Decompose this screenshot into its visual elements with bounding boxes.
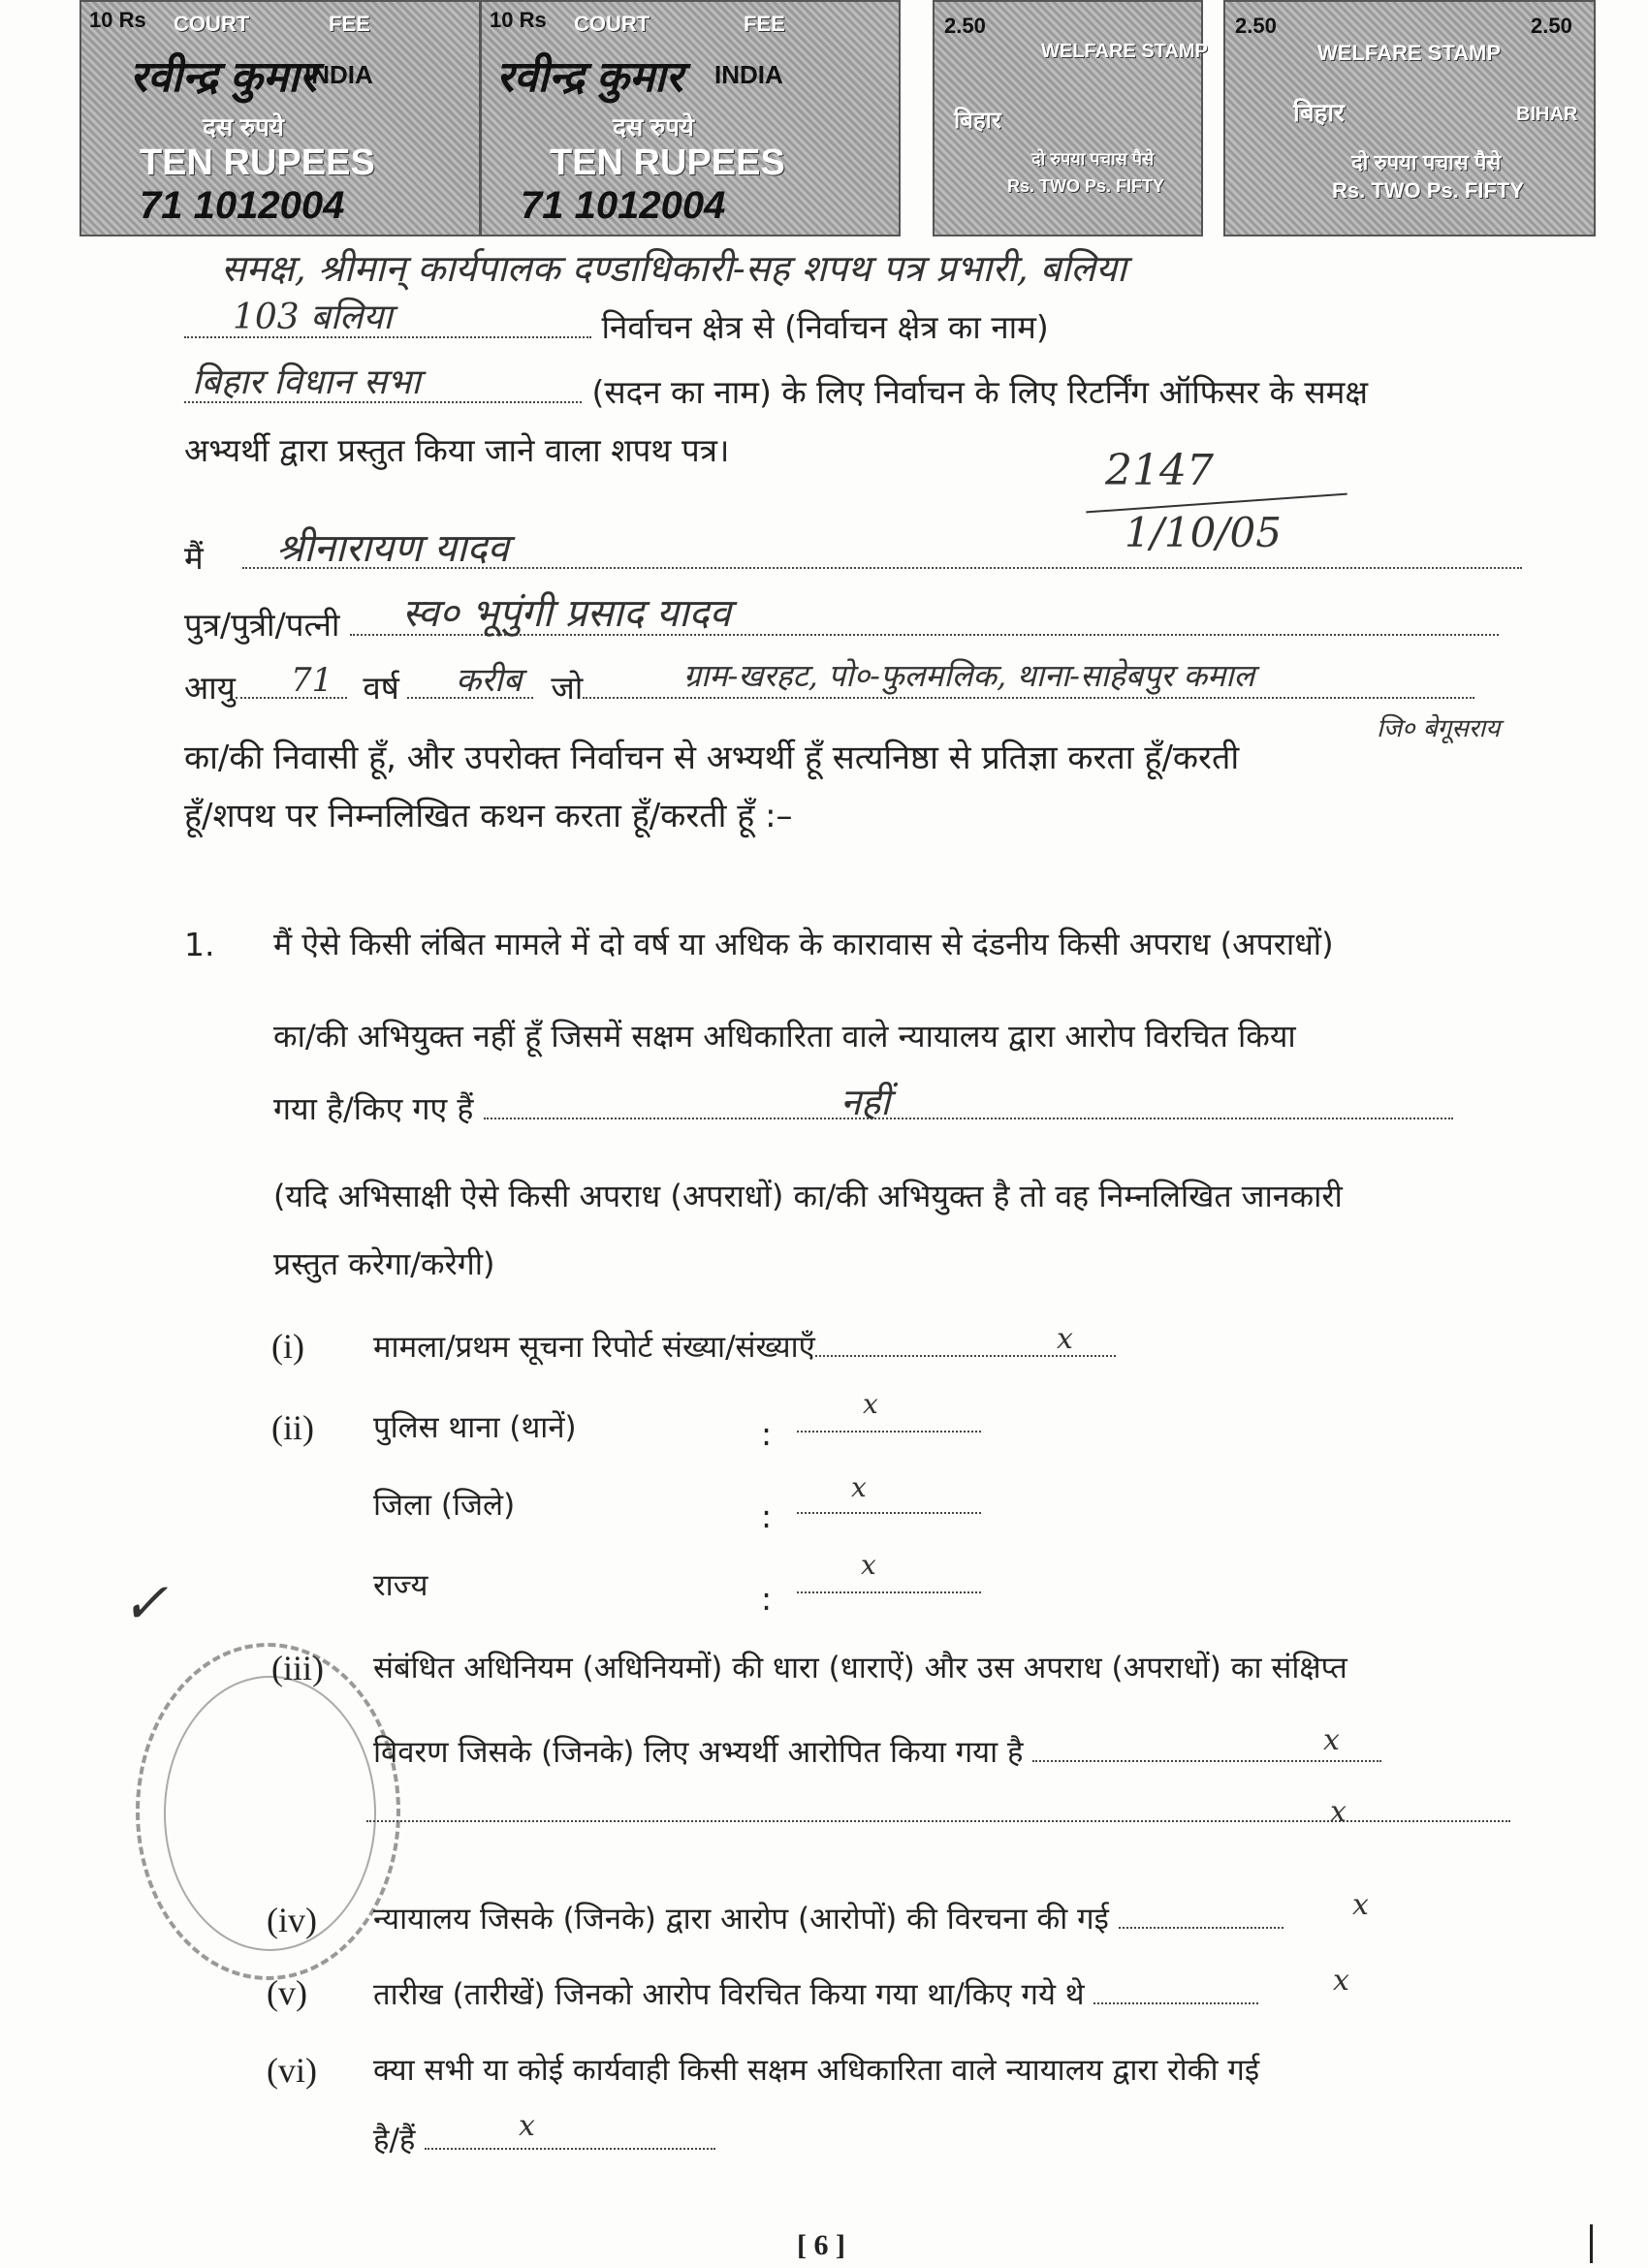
welfare-stamp-2: 2.50 2.50 WELFARE STAMP बिहार BIHAR दो रुपया पचास पैसे Rs. TWO Ps. FIFTY bbox=[1223, 0, 1596, 236]
approx-handwritten: करीब bbox=[456, 661, 523, 700]
intro-line-2: अभ्यर्थी द्वारा प्रस्तुत किया जाने वाला शपथ पत्र। bbox=[184, 431, 730, 469]
sub-iii-line1: संबंधित अधिनियम (अधिनियमों) की धारा (धाराऐं) और उस अपराध (अपराधों) का संक्षिप्त bbox=[373, 1651, 1347, 1685]
state-label: राज्य bbox=[373, 1568, 428, 1603]
constituency-handwritten: 103 बलिया bbox=[233, 298, 393, 337]
age-row bbox=[184, 657, 1474, 708]
sub-iii-mark-2: x bbox=[1330, 1795, 1347, 1829]
district-handwritten: जि० बेगूसराय bbox=[1377, 714, 1501, 743]
receipt-number: 2147 bbox=[1105, 446, 1214, 495]
constituency-row bbox=[184, 298, 1049, 347]
sub-ii-colon: : bbox=[761, 1415, 773, 1453]
name-handwritten: श्रीनारायण यादव bbox=[276, 526, 509, 571]
constituency-label: निर्वाचन क्षेत्र से (निर्वाचन क्षेत्र का नाम) bbox=[601, 308, 1049, 346]
district-mark: x bbox=[851, 1471, 867, 1503]
sub-v-number: (v) bbox=[267, 1973, 307, 2012]
father-handwritten: स्व० भूपुंगी प्रसाद यादव bbox=[402, 591, 731, 636]
sub-i-label: मामला/प्रथम सूचना रिपोर्ट संख्या/संख्याएँ bbox=[373, 1330, 815, 1365]
sub-v-dots bbox=[1093, 2002, 1258, 2004]
item1-note-line2: प्रस्तुत करेगा/करेगी) bbox=[273, 1245, 495, 1282]
sub-ii-dots bbox=[797, 1431, 981, 1433]
item1-line3: गया है/किए गए हैं bbox=[273, 1090, 474, 1127]
page-number: [ 6 ] bbox=[797, 2229, 845, 2261]
sub-iii-number: (iii) bbox=[271, 1649, 324, 1687]
sub-vi-mark: x bbox=[519, 2109, 535, 2143]
sub-v-row bbox=[373, 1964, 1349, 2013]
sub-iv-row bbox=[373, 1888, 1369, 1937]
sub-v-mark: x bbox=[1333, 1964, 1349, 1998]
court-fee-stamp-1: 10 Rs COURT FEE INDIA दस रुपये TEN RUPEES रवीन्द्र कुमार 71 1012004 bbox=[79, 0, 481, 236]
sub-vi-line1: क्या सभी या कोई कार्यवाही किसी सक्षम अधिकारिता वाले न्यायालय द्वारा रोकी गई bbox=[373, 2053, 1260, 2088]
sub-iv-number: (iv) bbox=[267, 1901, 317, 1939]
house-row bbox=[184, 362, 1369, 412]
margin-tick: ✓ bbox=[121, 1570, 169, 1636]
welfare-stamp-1: 2.50 WELFARE STAMP बिहार दो रुपया पचास पैसे Rs. TWO Ps. FIFTY bbox=[933, 0, 1203, 236]
state-colon: : bbox=[761, 1580, 773, 1618]
page-edge-mark bbox=[1590, 2224, 1593, 2263]
sub-vi-line2: है/हैं bbox=[373, 2123, 416, 2158]
i-label: मैं bbox=[184, 539, 204, 577]
sub-ii-mark: x bbox=[863, 1388, 878, 1420]
item1-note-line1: (यदि अभिसाक्षी ऐसे किसी अपराध (अपराधों) का/की अभियुक्त है तो वह निम्नलिखित जानकारी bbox=[273, 1178, 1343, 1214]
address-handwritten: ग्राम-खरहट, पो०-फुलमलिक, थाना-साहेबपुर कमाल bbox=[683, 657, 1255, 694]
state-dots bbox=[797, 1591, 981, 1593]
sub-iii-dots bbox=[1032, 1760, 1381, 1762]
item1-number: 1. bbox=[184, 926, 215, 963]
district-label: जिला (जिले) bbox=[373, 1488, 516, 1523]
sub-vi-line2-row bbox=[373, 2109, 715, 2158]
sub-v-label: तारीख (तारीखें) जिनको आरोप विरचित किया गया था/किए गये थे bbox=[373, 1977, 1085, 2012]
sub-iv-mark: x bbox=[1352, 1888, 1369, 1922]
sub-iv-dots bbox=[1119, 1927, 1284, 1929]
age-value: 71 bbox=[291, 661, 333, 700]
sub-i-number: (i) bbox=[271, 1327, 304, 1366]
sub-iii-line2-row bbox=[373, 1723, 1381, 1771]
sub-ii-number: (ii) bbox=[271, 1408, 314, 1447]
sub-vi-dots bbox=[425, 2148, 715, 2150]
age-label: आयु bbox=[184, 669, 236, 707]
house-label: (सदन का नाम) के लिए निर्वाचन के लिए रिटर्निंग ऑफिसर के समक्ष bbox=[591, 373, 1369, 411]
relation-label: पुत्र/पुत्री/पत्नी bbox=[184, 606, 340, 644]
receipt-date: 1/10/05 bbox=[1125, 509, 1282, 556]
district-colon: : bbox=[761, 1497, 773, 1535]
state-mark: x bbox=[861, 1549, 876, 1581]
house-handwritten: बिहार विधान सभा bbox=[192, 362, 421, 402]
item1-answer-handwritten: नहीं bbox=[840, 1081, 891, 1123]
sub-i-mark: x bbox=[1057, 1322, 1073, 1356]
who-label: जो bbox=[551, 669, 584, 707]
addressee-handwritten: समक्ष, श्रीमान् कार्यपालक दण्डाधिकारी-सह शपथ पत्र प्रभारी, बलिया bbox=[221, 247, 1126, 290]
address-dots bbox=[583, 697, 1474, 699]
item1-line2: का/की अभियुक्त नहीं हूँ जिसमें सक्षम अधिकारिता वाले न्यायालय द्वारा आरोप विरचित किया bbox=[273, 1018, 1296, 1055]
oath-line: हूँ/शपथ पर निम्नलिखित कथन करता हूँ/करती हूँ :– bbox=[184, 797, 793, 835]
sub-ii-label: पुलिस थाना (थानें) bbox=[373, 1410, 577, 1445]
sub-iii-line2: विवरण जिसके (जिनके) लिए अभ्यर्थी आरोपित किया गया है bbox=[373, 1735, 1024, 1770]
sub-vi-number: (vi) bbox=[267, 2051, 317, 2090]
court-fee-stamp-2: 10 Rs COURT FEE INDIA दस रुपये TEN RUPEES रवीन्द्र कुमार 71 1012004 bbox=[480, 0, 901, 236]
year-label: वर्ष bbox=[363, 669, 399, 707]
relation-row bbox=[184, 591, 1499, 645]
sub-iv-label: न्यायालय जिसके (जिनके) द्वारा आरोप (आरोपों) की विरचना की गई bbox=[373, 1902, 1109, 1937]
item1-line1: मैं ऐसे किसी लंबित मामले में दो वर्ष या अधिक के कारावास से दंडनीय किसी अपराध (अपराधों) bbox=[273, 926, 1334, 962]
item1-line3-row bbox=[273, 1081, 1453, 1127]
item1-answer-dots bbox=[484, 1118, 1453, 1119]
district-dots bbox=[797, 1512, 981, 1514]
sub-iii-mark: x bbox=[1323, 1723, 1340, 1757]
sub-i-row bbox=[373, 1322, 1116, 1366]
resident-line: का/की निवासी हूँ, और उपरोक्त निर्वाचन से अभ्यर्थी हूँ सत्यनिष्ठा से प्रतिज्ञा करता हूँ/करती bbox=[184, 739, 1240, 777]
